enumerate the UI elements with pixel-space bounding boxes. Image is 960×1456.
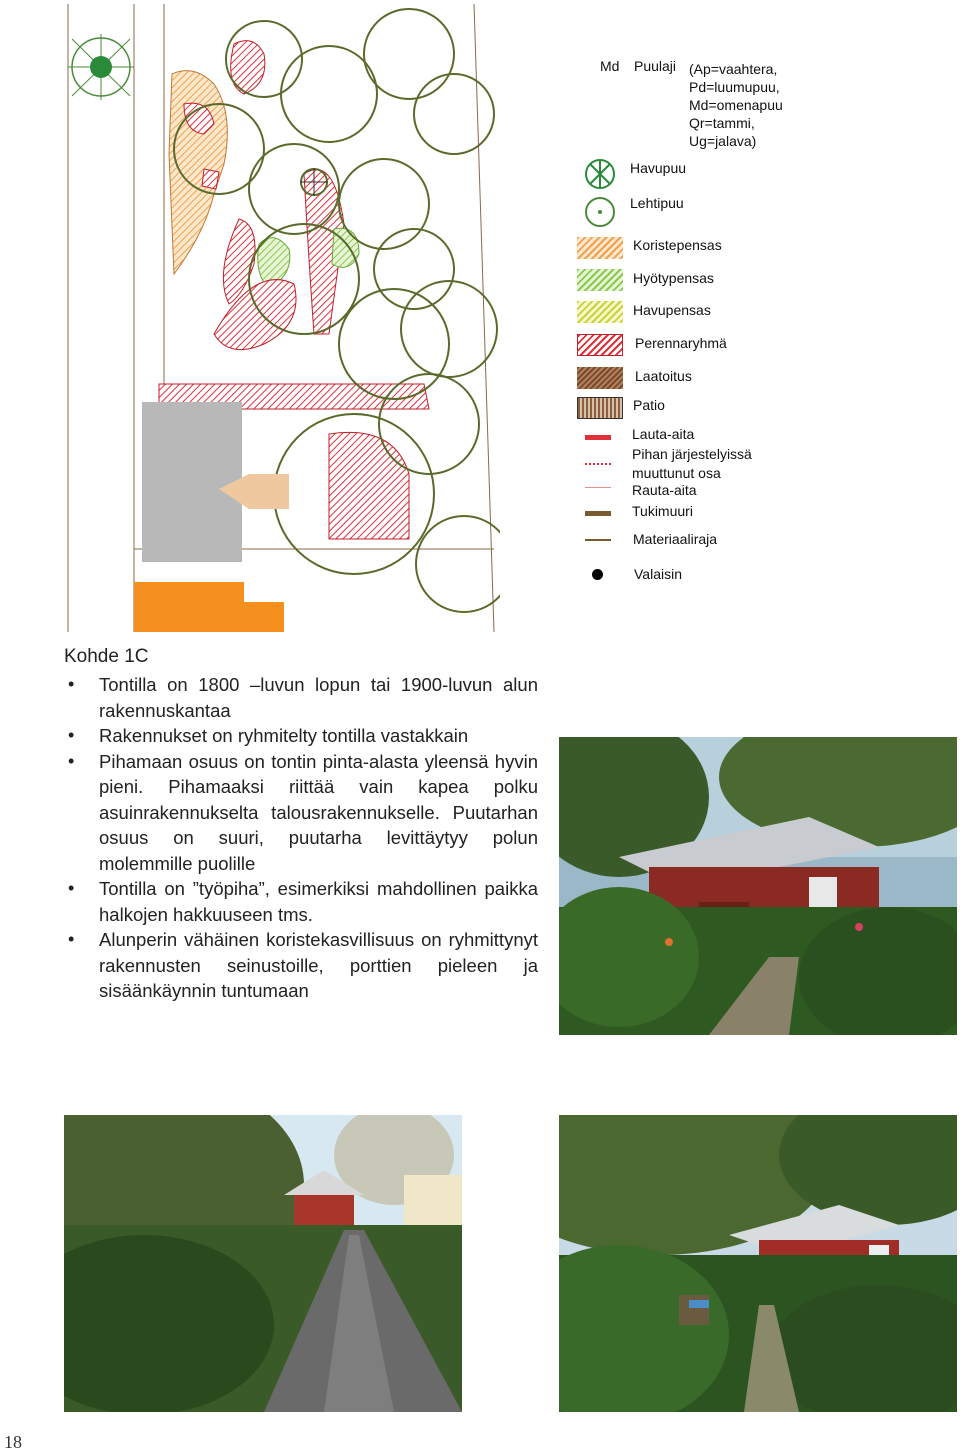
legend-label: Materiaaliraja — [633, 531, 718, 547]
photo-garden-path — [559, 1115, 957, 1412]
species-line: Md=omenapuu — [689, 97, 783, 113]
legend-label: Valaisin — [634, 566, 682, 582]
swatch-havupensas — [577, 301, 623, 323]
line-lauta-aita — [585, 435, 611, 440]
line-rauta-aita — [585, 487, 611, 488]
bullet-list — [64, 672, 538, 1004]
photo-gravel-lane — [64, 1115, 462, 1412]
species-line: Pd=luumupuu, — [689, 79, 780, 95]
legend-label: Hyötypensas — [633, 270, 714, 286]
legend-label: Lehtipuu — [630, 195, 684, 211]
list-item: • Pihamaan osuus on tontin pinta-alasta yleensä hyvin pieni. Pihamaaksi riittää vain kapea polku asuinrakennukselta talousrakennukselle. Puutarhan osuus on suuri, puutarha levittäytyy polun molemmille puolille — [64, 749, 538, 877]
legend-label: Pihan järjestelyissä — [632, 446, 752, 462]
site-plan — [64, 4, 500, 632]
legend-label: Laatoitus — [635, 368, 692, 384]
legend-label: Rauta-aita — [632, 482, 697, 498]
swatch-perennaryhma — [577, 334, 623, 356]
legend-label: Perennaryhmä — [635, 335, 727, 351]
line-tukimuuri — [585, 511, 611, 516]
legend-label: Lauta-aita — [632, 426, 695, 442]
list-item: • Tontilla on 1800 –luvun lopun tai 1900-luvun alun rakennuskantaa — [64, 672, 538, 723]
legend-species-title: Puulaji — [634, 58, 677, 74]
list-item: • Rakennukset on ryhmitelty tontilla vastakkain — [64, 723, 538, 749]
legend-label: Patio — [633, 397, 665, 413]
list-item: • Tontilla on ”työpiha”, esimerkiksi mahdollinen paikka halkojen hakkuuseen tms. — [64, 876, 538, 927]
species-line: (Ap=vaahtera, — [689, 61, 778, 77]
site-plan-drawing — [64, 4, 500, 632]
lamp-icon — [592, 569, 603, 580]
species-line: Ug=jalava) — [689, 133, 757, 149]
swatch-koristepensas — [577, 237, 623, 259]
species-line: Qr=tammi, — [689, 115, 755, 131]
conifer-icon — [584, 158, 616, 190]
legend-label: muuttunut osa — [632, 465, 721, 481]
line-materiaaliraja — [585, 539, 611, 541]
section-heading: Kohde 1C — [64, 646, 149, 667]
swatch-hyotypensas — [577, 269, 623, 291]
swatch-laatoitus — [577, 367, 623, 389]
page-number: 18 — [4, 1432, 22, 1452]
legend-label: Havupuu — [630, 160, 687, 176]
legend-species-list — [689, 60, 783, 150]
swatch-patio — [577, 397, 623, 419]
deciduous-tree-icon — [584, 196, 616, 228]
legend-species-code: Md — [600, 58, 620, 74]
list-item: • Alunperin vähäinen koristekasvillisuus on ryhmittynyt rakennusten seinustoille, porttien pieleen ja sisäänkäynnin tuntumaan — [64, 927, 538, 1004]
legend-label: Koristepensas — [633, 237, 722, 253]
legend-label: Havupensas — [633, 302, 711, 318]
photo-red-outbuilding — [559, 737, 957, 1035]
legend-label: Tukimuuri — [632, 503, 693, 519]
line-pihan-muuttunut — [585, 463, 611, 465]
